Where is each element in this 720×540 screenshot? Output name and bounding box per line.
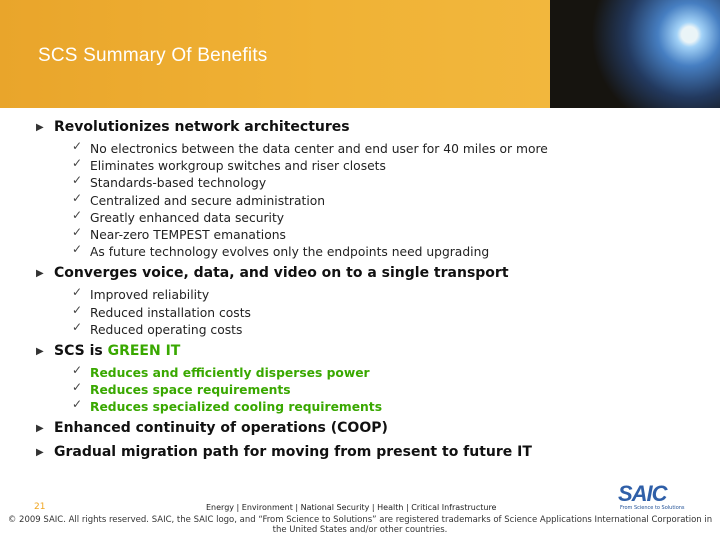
bullet-title: Enhanced continuity of operations (COOP) [54,420,388,437]
fiber-optic-image [550,0,720,108]
sub-list [72,362,696,414]
checkmark-icon: ✓ [72,173,83,188]
checkmark-icon: ✓ [72,302,83,317]
bullet-icon: ▶ [36,345,44,357]
checkmark-icon: ✓ [72,319,83,334]
bullet-title: Revolutionizes network architectures [54,119,350,135]
sub-item: ✓ No electronics between the data center and end user for 40 miles or more [72,139,548,156]
bullet-revolutionizes [36,118,696,258]
sub-list [72,284,696,336]
checkmark-icon: ✓ [72,207,83,222]
saic-logo: SAIC [618,481,667,506]
bullet-green-it [36,342,696,414]
slide-content [36,118,696,467]
sub-item: ✓ Near-zero TEMPEST emanations [72,224,286,242]
sub-item: ✓ Reduced operating costs [72,319,243,337]
checkmark-icon: ✓ [72,397,83,412]
sub-list [72,138,696,258]
checkmark-icon: ✓ [72,380,83,395]
slide-title: SCS Summary Of Benefits [38,45,268,66]
bullet-icon: ▶ [36,447,44,459]
saic-tagline: From Science to Solutions [620,505,685,511]
page-number: 21 [34,502,46,512]
bullet-icon: ▶ [36,423,44,435]
checkmark-icon: ✓ [72,156,83,171]
green-it-highlight: GREEN IT [107,342,181,359]
sub-item: ✓ Reduces space requirements [72,380,291,398]
bullet-coop [36,419,696,437]
sub-item: ✓ Centralized and secure administration [72,190,326,208]
checkmark-icon: ✓ [72,285,83,300]
sub-item: ✓ Reduced installation costs [72,302,251,320]
bullet-title: Converges voice, data, and video on to a single transport [54,265,509,282]
bullet-title: SCS is GREEN IT [54,342,181,359]
sub-item: ✓ As future technology evolves only the endpoints need upgrading [72,242,490,260]
bullet-icon: ▶ [36,268,44,280]
checkmark-icon: ✓ [72,190,83,205]
bullet-icon: ▶ [36,122,44,133]
bullet-title: Gradual migration path for moving from present to future IT [54,444,532,461]
bullet-converges [36,264,696,336]
footer-taglines: Energy | Environment | National Security | Health | Critical Infrastructure [206,503,497,512]
sub-item: ✓ Improved reliability [72,285,210,303]
sub-item: ✓ Standards-based technology [72,173,267,191]
sub-item: ✓ Greatly enhanced data security [72,207,285,225]
sub-item: ✓ Eliminates workgroup switches and riser closets [72,156,386,174]
sub-item: ✓ Reduces and efficiently disperses power [72,362,370,380]
checkmark-icon: ✓ [72,362,83,377]
sub-item: ✓ Reduces specialized cooling requirements [72,397,383,415]
checkmark-icon: ✓ [72,242,83,257]
title-banner [0,0,720,108]
checkmark-icon: ✓ [72,139,83,153]
copyright-notice: © 2009 SAIC. All rights reserved. SAIC, the SAIC logo, and “From Science to Solutions” are registered trademarks of Science Applications International Corporation in the United States and/or other countries. [7,515,713,535]
checkmark-icon: ✓ [72,224,83,239]
bullet-migration [36,443,696,461]
